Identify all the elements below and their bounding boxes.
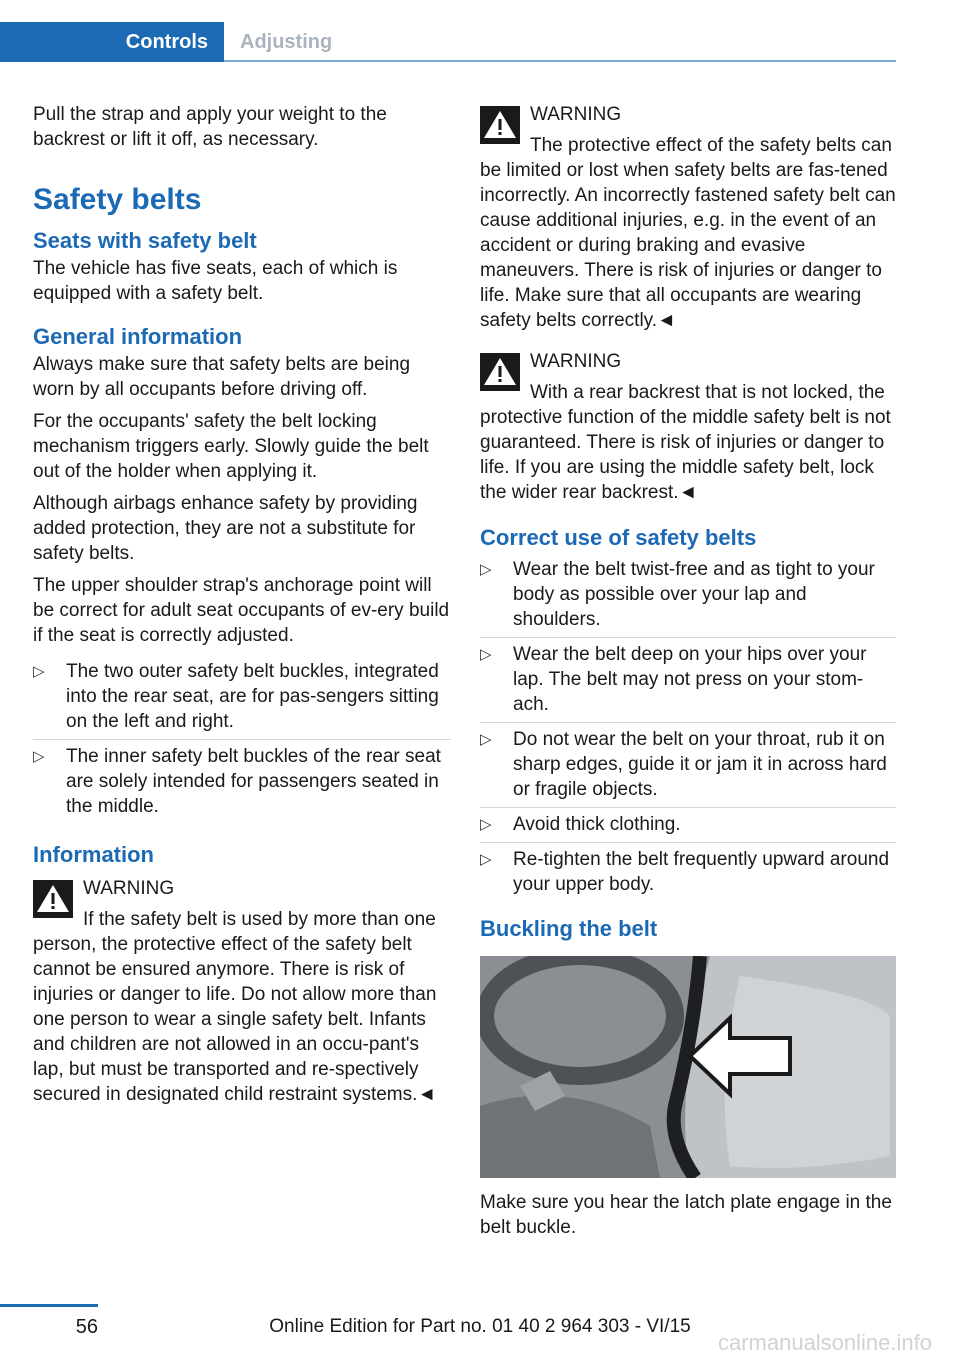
general-information-heading: General information: [33, 324, 243, 349]
left-column: [33, 102, 451, 1107]
list-item: ▷ Wear the belt twist-free and as tight to your body as possible over your lap and shoulders.: [480, 553, 896, 638]
buckling-paragraph: Make sure you hear the latch plate engage in the belt buckle.: [480, 1192, 892, 1238]
tab-controls[interactable]: Controls: [0, 22, 224, 62]
warning-block: [480, 349, 896, 505]
triangle-bullet-icon: ▷: [480, 646, 492, 663]
warning-title: WARNING: [530, 104, 622, 125]
right-column: [480, 102, 896, 1247]
warning-block: [480, 102, 896, 333]
triangle-bullet-icon: ▷: [33, 663, 45, 680]
watermark: carmanualsonline.info: [717, 1330, 932, 1355]
warning-text: If the safety belt is used by more than one person, the protective effect of the safety belt cannot be ensured anymore. There is risk of injuries or danger to life. Do not allow more than one person to wear a single safety belt. Infants and children are not allowed in an occu‐pant's lap, but must be transported and re‐spectively secured in designated child restraint systems.◄: [33, 909, 437, 1105]
warning-text: The protective effect of the safety belts can be limited or lost when safety belts are fas‐tened incorrectly. An incorrectly fastened safety belt can cause additional injuries, e.g. in the event of an accident or during braking and evasive maneuvers. There is risk of injuries or danger to life. Make sure that all occupants are wearing safety belts correctly.◄: [480, 135, 896, 331]
list-item: ▷ Do not wear the belt on your throat, rub it on sharp edges, guide it or jam it in across hard or fragile objects.: [480, 723, 896, 808]
list-item: ▷ Re-tighten the belt frequently upward around your upper body.: [480, 849, 890, 895]
list-item: ▷ The inner safety belt buckles of the rear seat are solely intended for passengers seated in the middle.: [33, 746, 441, 817]
warning-title: WARNING: [530, 351, 622, 372]
warning-triangle-icon: [480, 106, 520, 144]
warning-title: WARNING: [83, 878, 175, 899]
triangle-bullet-icon: ▷: [480, 731, 492, 748]
page-number: 56: [75, 1316, 98, 1338]
list-item: ▷ The two outer safety belt buckles, integrated into the rear seat, are for pas‐sengers sitting on the left and right.: [33, 655, 451, 740]
triangle-bullet-icon: ▷: [33, 748, 45, 765]
buckle-list: [33, 655, 451, 824]
tab-adjusting[interactable]: Adjusting: [240, 30, 333, 53]
section-title: Safety belts: [33, 183, 202, 216]
general-paragraph: Although airbags enhance safety by providing added protection, they are not a substitute for safety belts.: [33, 493, 418, 564]
triangle-bullet-icon: ▷: [480, 561, 492, 578]
car-interior-illustration: [480, 956, 896, 1178]
general-paragraph: The upper shoulder strap's anchorage point will be correct for adult seat occupants of ev‐ery build if the seat is correctly adjusted.: [33, 575, 450, 646]
correct-use-list: [480, 553, 896, 902]
footer-divider: [0, 1304, 98, 1307]
general-paragraph: For the occupants' safety the belt locking mechanism triggers early. Slowly guide the belt out of the holder when applying it.: [33, 411, 429, 482]
seatbelt-buckle-photo: [480, 956, 896, 1178]
list-item: ▷ Avoid thick clothing.: [480, 808, 896, 843]
general-paragraph: Always make sure that safety belts are being worn by all occupants before driving off.: [33, 354, 411, 400]
triangle-bullet-icon: ▷: [480, 816, 492, 833]
chapter-header: [0, 0, 960, 62]
intro-paragraph: Pull the strap and apply your weight to the backrest or lift it off, as necessary.: [33, 104, 387, 150]
information-heading: Information: [33, 842, 154, 867]
seats-paragraph: The vehicle has five seats, each of which is equipped with a safety belt.: [33, 258, 398, 304]
edition-line: Online Edition for Part no. 01 40 2 964 303 - VI/15: [269, 1316, 691, 1337]
warning-text: With a rear backrest that is not locked, the protective function of the middle safety belt is not guaranteed. There is risk of injuries or danger to life. If you are using the middle safety belt, lock the wider rear backrest.◄: [480, 382, 891, 503]
warning-triangle-icon: [480, 353, 520, 391]
header-divider: [224, 60, 896, 62]
warning-block: [33, 876, 451, 1107]
correct-use-heading: Correct use of safety belts: [480, 525, 757, 550]
buckling-heading: Buckling the belt: [480, 916, 658, 941]
list-item: ▷ Wear the belt deep on your hips over your lap. The belt may not press on your stom‐ach.: [480, 638, 896, 723]
triangle-bullet-icon: ▷: [480, 851, 492, 868]
seats-heading: Seats with safety belt: [33, 228, 257, 253]
warning-triangle-icon: [33, 880, 73, 918]
